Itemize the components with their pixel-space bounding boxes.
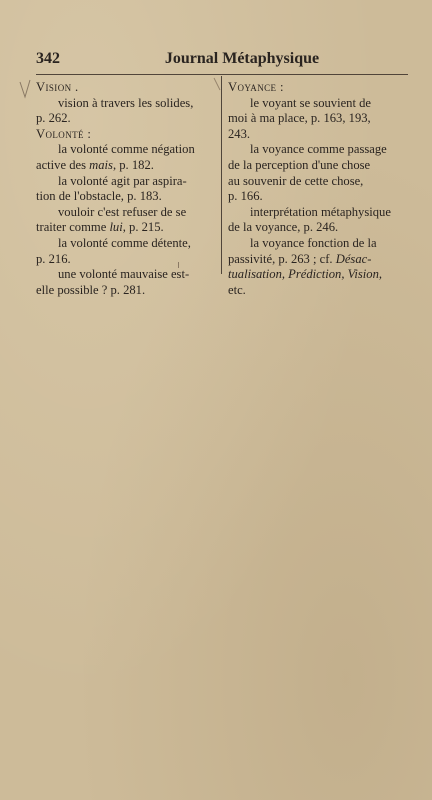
- entry-text: traiter comme: [36, 220, 110, 235]
- index-group-voyance: [228, 80, 406, 298]
- index-entry: [228, 204, 406, 236]
- index-entry: [36, 204, 214, 236]
- index-heading-volonte: Volonté :: [36, 126, 92, 141]
- right-column: [228, 80, 406, 298]
- entry-line: interprétation métaphysique: [250, 204, 391, 219]
- entry-line: p. 166.: [228, 189, 263, 204]
- entry-line: p. 216.: [36, 251, 71, 266]
- index-entry: [228, 142, 406, 204]
- entry-line: [36, 158, 214, 174]
- index-entry: [36, 173, 214, 205]
- index-group-vision: [36, 80, 214, 127]
- entry-line: la volonté comme détente,: [58, 235, 191, 250]
- entry-line: [228, 252, 406, 268]
- entry-line: la volonté comme négation: [58, 142, 195, 157]
- index-entry: [228, 95, 406, 143]
- entry-line: au souvenir de cette chose,: [228, 173, 364, 188]
- entry-line: le voyant se souvient de: [250, 95, 372, 110]
- entry-line: vouloir c'est refuser de se: [58, 204, 187, 219]
- index-heading-voyance: Voyance :: [228, 80, 284, 94]
- entry-line: la voyance comme passage: [250, 142, 387, 157]
- entry-line: la volonté agit par aspira-: [58, 173, 187, 188]
- entry-text: , p. 215.: [122, 220, 164, 235]
- entry-text: active des: [36, 157, 90, 172]
- entry-line: 243.: [228, 126, 251, 141]
- index-entry: [36, 142, 214, 173]
- index-heading-vision: Vision .: [36, 80, 79, 94]
- entry-line: moi à ma place, p. 163, 193,: [228, 111, 371, 126]
- entry-text: , p. 182.: [112, 157, 154, 172]
- entry-line: la voyance fonction de la: [250, 235, 377, 250]
- entry-line: etc.: [228, 282, 246, 297]
- index-group-volonte: [36, 127, 214, 299]
- column-divider: [221, 76, 222, 274]
- entry-line: de la voyance, p. 246.: [228, 220, 339, 235]
- entry-line: une volonté mauvaise est-: [58, 267, 190, 282]
- index-entry: [228, 235, 406, 298]
- entry-line: elle possible ? p. 281.: [36, 282, 146, 297]
- index-entry: [36, 235, 214, 267]
- entry-emphasis: Désac-: [335, 251, 372, 266]
- entry-line: p. 262.: [36, 111, 71, 126]
- pencil-check-mark-left: [18, 78, 32, 100]
- entry-line: [36, 220, 214, 236]
- entry-emphasis: tualisation, Prédiction, Vision,: [228, 267, 383, 282]
- index-entry: [36, 95, 214, 127]
- entry-line: vision à travers les solides,: [58, 95, 194, 110]
- index-entry: [36, 267, 214, 298]
- entry-emphasis: lui: [109, 220, 123, 235]
- left-column: [36, 80, 214, 298]
- page-number: 342: [36, 50, 60, 67]
- header-rule: [36, 74, 408, 75]
- pencil-check-mark-right: [212, 76, 226, 98]
- entry-emphasis: mais: [89, 157, 113, 172]
- entry-line: de la perception d'une chose: [228, 157, 371, 172]
- running-head: [36, 50, 408, 72]
- entry-line: [228, 267, 406, 283]
- journal-title: Journal Métaphysique: [164, 50, 320, 67]
- entry-line: tion de l'obstacle, p. 183.: [36, 189, 162, 204]
- entry-text: passivité, p. 263 ; cf.: [228, 251, 336, 266]
